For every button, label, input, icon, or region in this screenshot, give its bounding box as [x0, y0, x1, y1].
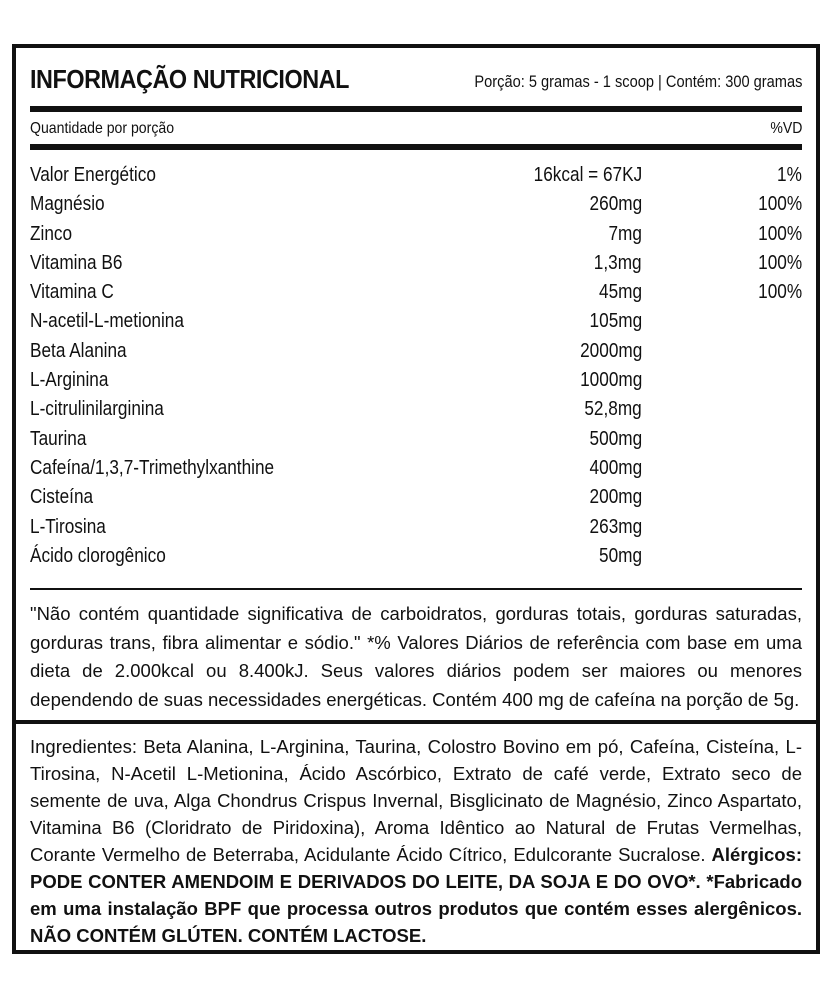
- nutrient-amount: 400mg: [589, 456, 642, 479]
- nutrient-vd: 100%: [758, 193, 802, 216]
- nutrient-row: [30, 307, 802, 336]
- nutrient-vd: 100%: [758, 281, 802, 304]
- nutrient-row: [30, 278, 802, 307]
- quantity-header-row: [30, 116, 802, 142]
- nutrient-vd: 100%: [758, 222, 802, 245]
- header-divider: [30, 106, 802, 112]
- nutrient-vd: 100%: [758, 251, 802, 274]
- nutrient-name: L-citrulinilarginina: [30, 398, 164, 421]
- nutrient-row: [30, 337, 802, 366]
- nutrient-amount: 200mg: [589, 486, 642, 509]
- nutrient-row: [30, 542, 802, 571]
- nutrient-name: Cafeína/1,3,7-Trimethylxanthine: [30, 456, 275, 479]
- nutrient-name: N-acetil-L-metionina: [30, 310, 184, 333]
- nutrient-name: Taurina: [30, 427, 87, 450]
- footnote: "Não contém quantidade significativa de carboidratos, gorduras totais, gorduras saturadas, gorduras trans, fibra alimentar e sódio." *% Valores Diários de referência com base em uma dieta de 2.000kcal ou 8.400kJ. Seus valores diários podem ser maiores ou menores dependendo de suas necessidades energéticas. Contém 400 mg de cafeína na porção de 5g.: [30, 603, 802, 710]
- nutrient-row: [30, 513, 802, 542]
- ingredients-divider: [16, 720, 816, 724]
- ingredients-text: Ingredientes: Beta Alanina, L-Arginina, Taurina, Colostro Bovino em pó, Cafeína, Cisteína, L-Tirosina, N-Acetil L-Metionina, Ácido Ascórbico, Extrato de café verde, Extrato seco de semente de uva, Alga Chondrus Crispus Invernal, Bisglicinato de Magnésio, Zinco Aspartato, Vitamina B6 (Cloridrato de Piridoxina), Aroma Idêntico ao Natural de Frutas Vermelhas, Corante Vermelho de Beterraba, Acidulante Ácido Cítrico, Edulcorante Sucralose.: [30, 736, 802, 865]
- nutrient-name: Vitamina C: [30, 281, 114, 304]
- ingredients-block: [30, 733, 802, 949]
- nutrient-vd: 1%: [777, 164, 802, 186]
- label-header: [30, 60, 802, 104]
- nutrient-amount: 1,3mg: [594, 251, 642, 274]
- nutrient-row: [30, 366, 802, 395]
- table-bottom-divider: [30, 588, 802, 590]
- nutrient-amount: 45mg: [598, 281, 642, 304]
- nutrient-name: Zinco: [30, 222, 73, 245]
- nutrient-row: [30, 190, 802, 219]
- table-top-divider: [30, 144, 802, 150]
- nutrient-row: [30, 483, 802, 512]
- portion-info: Porção: 5 gramas - 1 scoop | Contém: 300 gramas: [473, 72, 802, 91]
- vd-label: %VD: [769, 120, 802, 137]
- nutrition-label: [12, 44, 820, 954]
- nutrient-amount: 105mg: [589, 310, 642, 333]
- nutrient-amount: 2000mg: [579, 339, 642, 362]
- nutrient-row: [30, 425, 802, 454]
- nutrient-amount: 500mg: [589, 427, 642, 450]
- nutrient-name: Beta Alanina: [30, 339, 127, 362]
- nutrient-name: Magnésio: [30, 193, 105, 216]
- nutrient-amount: 263mg: [589, 515, 642, 538]
- nutrient-amount: 260mg: [589, 193, 642, 216]
- nutrient-name: Ácido clorogênico: [30, 544, 166, 567]
- nutrient-name: Valor Energético: [30, 164, 156, 186]
- nutrient-name: L-Tirosina: [30, 515, 106, 538]
- nutrient-row: [30, 249, 802, 278]
- nutrient-row: [30, 454, 802, 483]
- nutrient-row: [30, 395, 802, 424]
- nutrient-table: [30, 161, 802, 571]
- label-title: INFORMAÇÃO NUTRICIONAL: [30, 64, 349, 94]
- nutrient-amount: 52,8mg: [584, 398, 642, 421]
- nutrient-amount: 16kcal = 67KJ: [533, 164, 642, 186]
- nutrient-name: Vitamina B6: [30, 251, 123, 274]
- nutrient-name: Cisteína: [30, 486, 94, 509]
- allergens-text: Alérgicos: PODE CONTER AMENDOIM E DERIVADOS DO LEITE, DA SOJA E DO OVO*. *Fabricado em uma instalação BPF que processa outros produtos que contém esses alergênicos. NÃO CONTÉM GLÚTEN. CONTÉM LACTOSE.: [30, 844, 802, 946]
- nutrient-row: [30, 220, 802, 249]
- nutrient-amount: 50mg: [598, 544, 642, 567]
- nutrient-amount: 1000mg: [579, 369, 642, 392]
- quantity-per-portion-label: Quantidade por porção: [30, 120, 175, 137]
- nutrient-row: [30, 161, 802, 190]
- nutrient-name: L-Arginina: [30, 369, 109, 392]
- nutrient-amount: 7mg: [608, 222, 642, 245]
